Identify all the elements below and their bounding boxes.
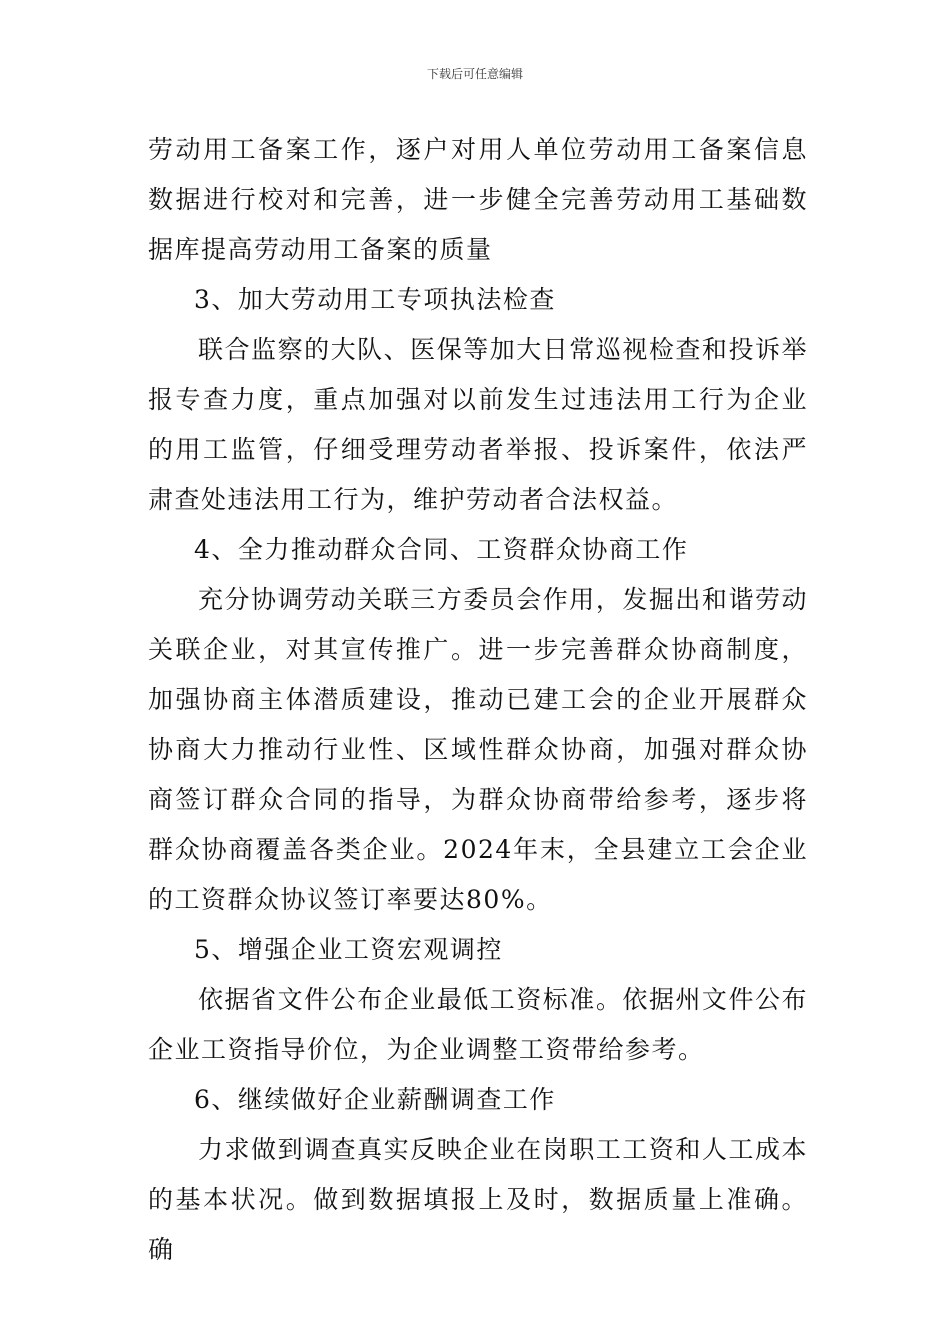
section-heading-5: 5、增强企业工资宏观调控 — [194, 935, 503, 964]
section-heading-4: 4、全力推动群众合同、工资群众协商工作 — [194, 535, 689, 564]
section-heading-6: 6、继续做好企业薪酬调查工作 — [194, 1085, 556, 1114]
page-header: 下载后可任意编辑 — [426, 67, 523, 81]
paragraph-labor-filing: 劳动用工备案工作，逐户对用人单位劳动用工备案信息数据进行校对和完善，进一步健全完善劳动用工基础数据库提高劳动用工备案的质量 — [148, 135, 808, 264]
paragraph-wage-control: 依据省文件公布企业最低工资标准。依据州文件公布企业工资指导价位，为企业调整工资带给参考。 — [148, 985, 808, 1064]
section-heading-3: 3、加大劳动用工专项执法检查 — [194, 285, 556, 314]
paragraph-salary-survey: 力求做到调查真实反映企业在岗职工工资和人工成本的基本状况。做到数据填报上及时，数据质量上准确。确 — [148, 1135, 808, 1264]
paragraph-enforcement: 联合监察的大队、医保等加大日常巡视检查和投诉举报专查力度，重点加强对以前发生过违法用工行为企业的用工监管，仔细受理劳动者举报、投诉案件，依法严肃查处违法用工行为，维护劳动者合法权益。 — [148, 335, 808, 514]
paragraph-collective-negotiation: 充分协调劳动关联三方委员会作用，发掘出和谐劳动关联企业，对其宣传推广。进一步完善群众协商制度，加强协商主体潜质建设，推动已建工会的企业开展群众协商大力推动行业性、区域性群众协商，加强对群众协商签订群众合同的指导，为群众协商带给参考，逐步将群众协商覆盖各类企业。2024年末，全县建立工会企业的工资群众协议签订率要达80%。 — [148, 585, 808, 914]
document-body — [148, 125, 808, 1275]
